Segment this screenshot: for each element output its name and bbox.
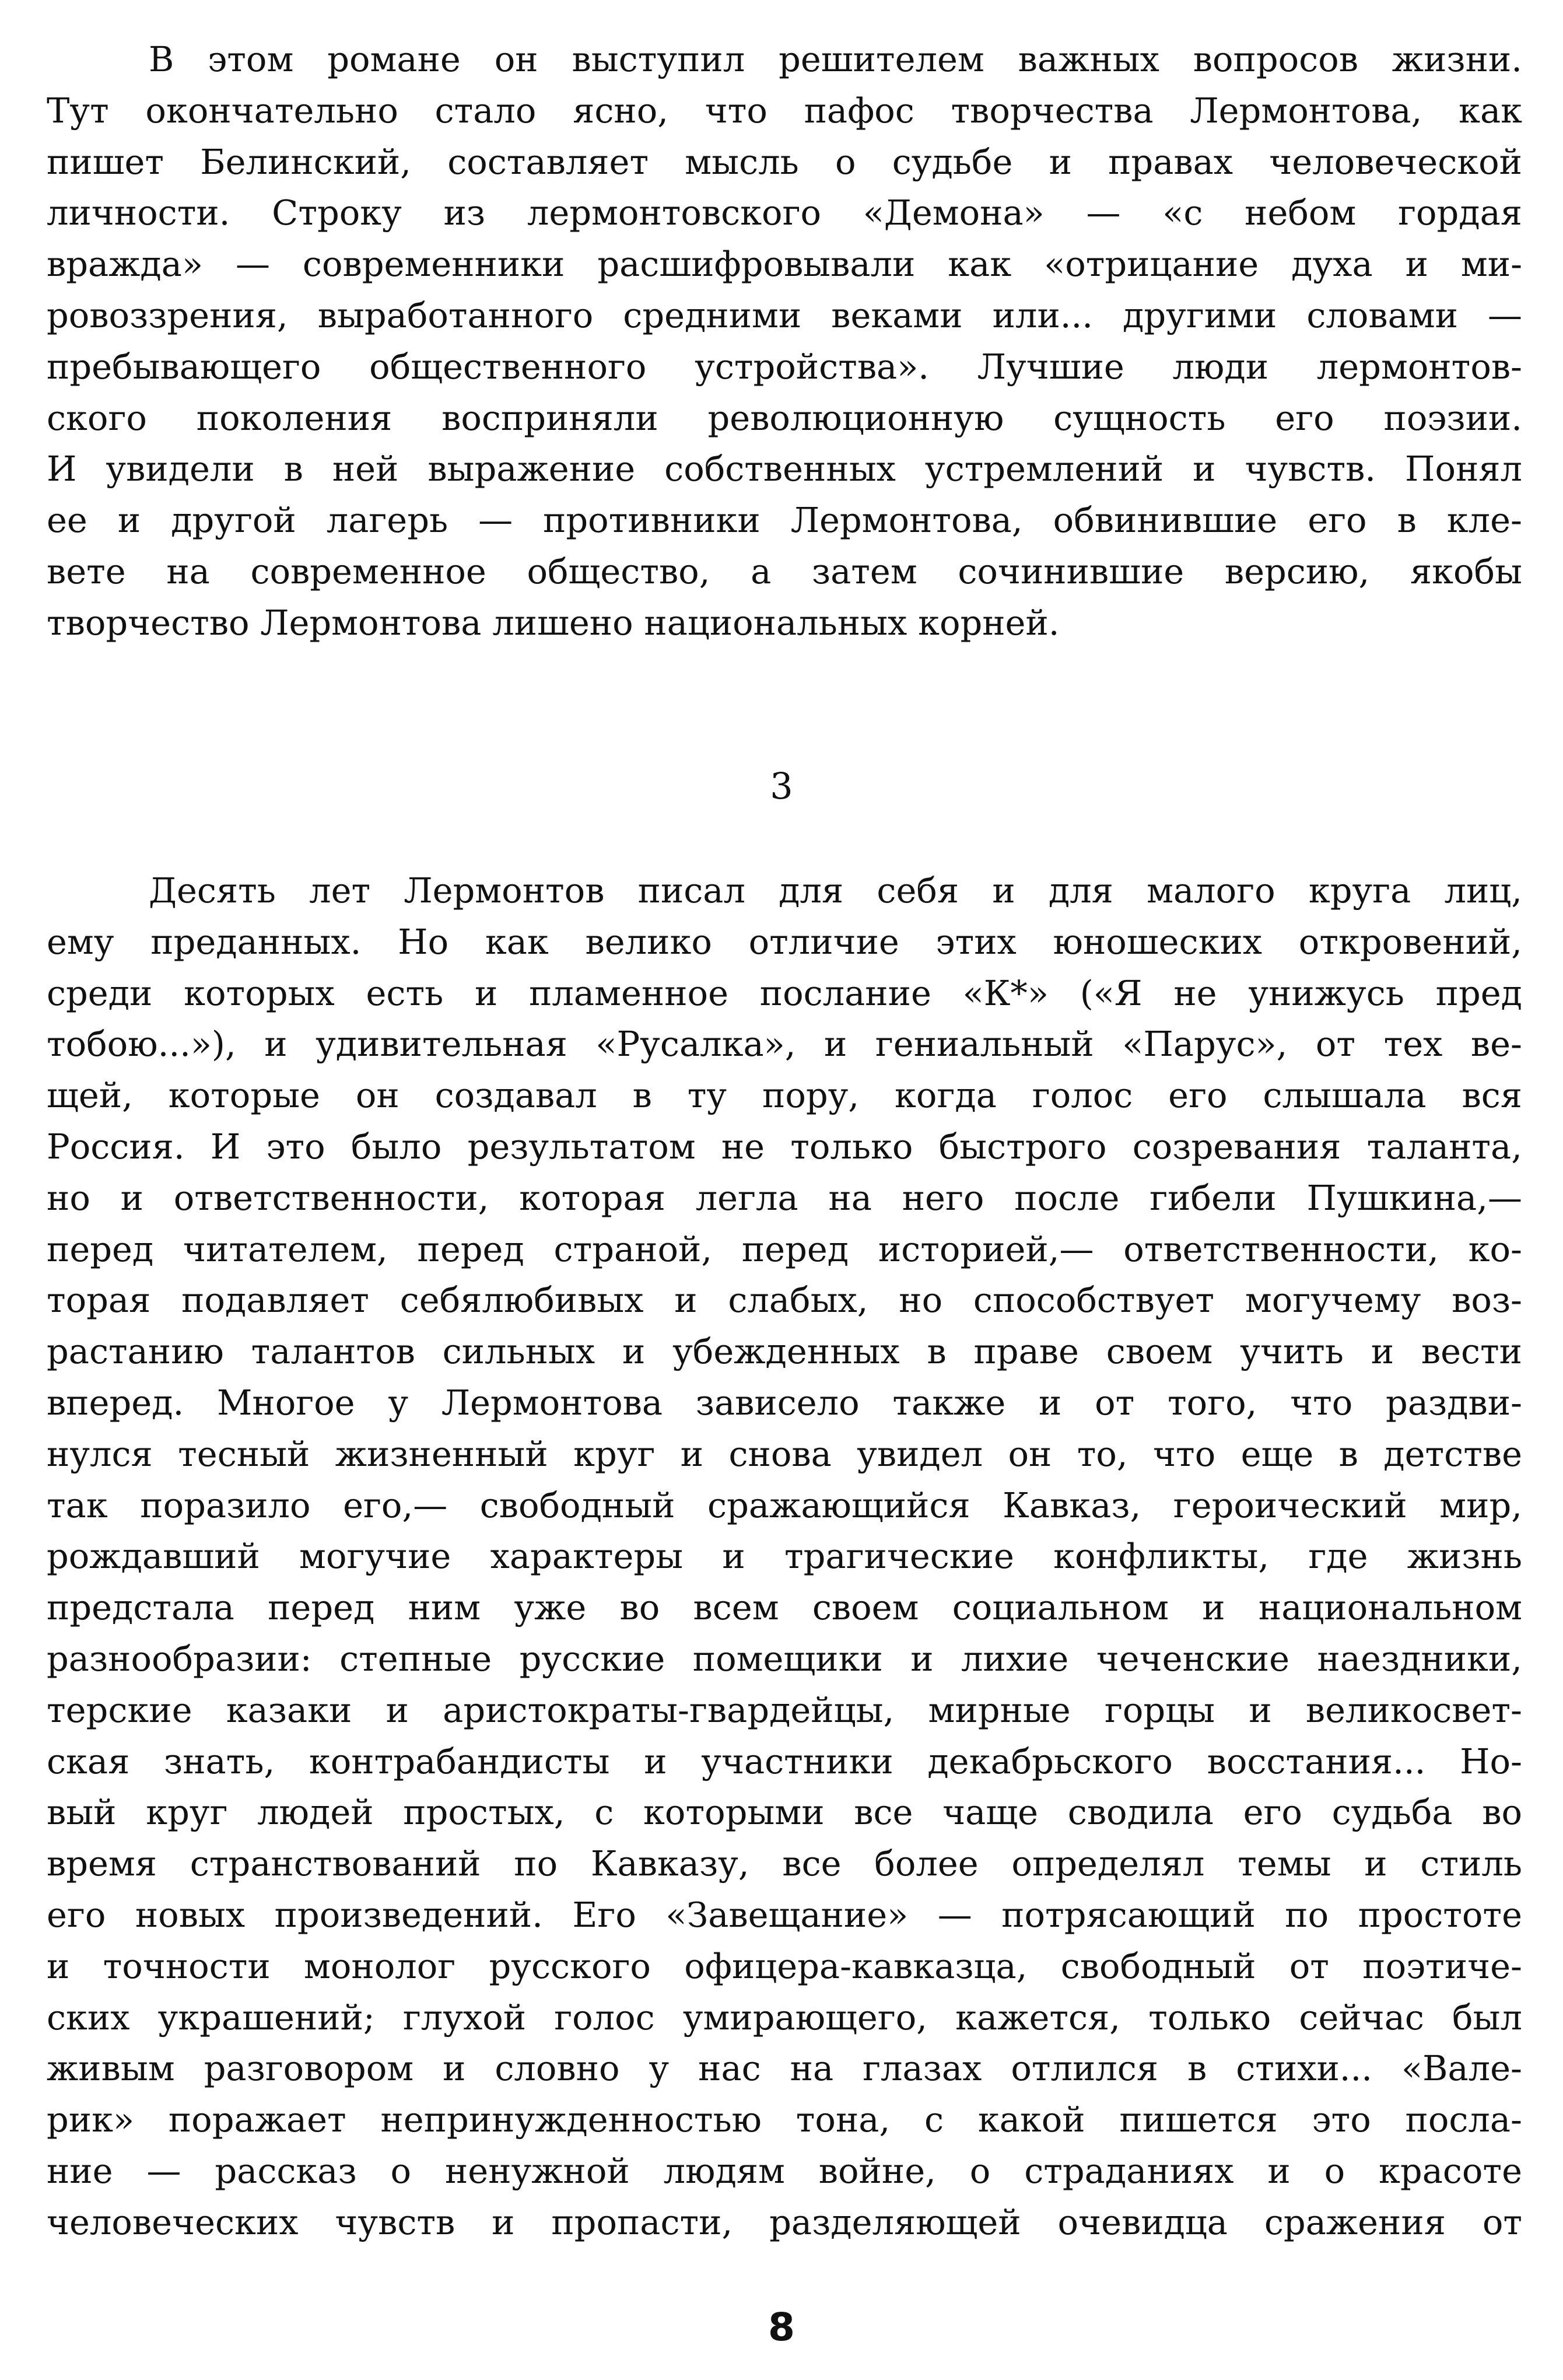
text-line: Десять лет Лермонтов писал для себя и для малого круга лиц, [149,870,1522,911]
text-line: щей, которые он создавал в ту пору, когда голос его слышала вся [47,1075,1522,1116]
text-line: пребывающего общественного устройства». Лучшие люди лермонтов- [47,346,1522,387]
text-line: предстала перед ним уже во всем своем социальном и национальном [47,1587,1522,1628]
section-number: 3 [770,765,793,807]
text-line: рик» поражает непринужденностью тона, с какой пишется это посла- [47,2099,1522,2140]
text-line: В этом романе он выступил решителем важных вопросов жизни. [149,39,1522,79]
text-line: терские казаки и аристократы-гвардейцы, мирные горцы и великосвет- [47,1689,1522,1730]
text-line: его новых произведений. Его «Завещание» — потрясающий по простоте [47,1894,1522,1935]
text-line: так поразило его,— свободный сражающийся Кавказ, героический мир, [47,1485,1522,1525]
text-line: вый круг людей простых, с которыми все чаще сводила его судьба во [47,1792,1522,1833]
page-number: 8 [768,2305,795,2350]
text-line: время странствований по Кавказу, все более определял темы и стиль [47,1843,1522,1884]
text-line: тобою...»), и удивительная «Русалка», и гениальный «Парус», от тех ве- [47,1024,1522,1065]
text-line: и точности монолог русского офицера-кавказца, свободный от поэтиче- [47,1945,1522,1986]
text-line: ская знать, контрабандисты и участники декабрьского восстания... Но- [47,1741,1522,1782]
text-line: ских украшений; глухой голос умирающего, кажется, только сейчас был [47,1997,1522,2038]
text-line: перед читателем, перед страной, перед историей,— ответственности, ко- [47,1228,1522,1269]
text-line: личности. Строку из лермонтовского «Демона» — «с небом гордая [47,192,1522,233]
text-line: творчество Лермонтова лишено национальных корней. [47,602,1060,643]
text-line: вете на современное общество, а затем сочинившие версию, якобы [47,551,1522,592]
text-line: растанию талантов сильных и убежденных в праве своем учить и вести [47,1331,1522,1372]
text-line: ровоззрения, выработанного средними веками или... другими словами — [47,295,1522,335]
text-line: нулся тесный жизненный круг и снова увидел он то, что еще в детстве [47,1433,1522,1474]
paragraph-2 [47,865,1522,2248]
text-line: человеческих чувств и пропасти, разделяющей очевидца сражения от [47,2202,1522,2242]
text-line: торая подавляет себялюбивых и слабых, но способствует могучему воз- [47,1280,1522,1321]
text-line: Россия. И это было результатом не только быстрого созревания таланта, [47,1126,1522,1167]
text-line: среди которых есть и пламенное послание «К*» («Я не унижусь пред [47,972,1522,1013]
text-line: И увидели в ней выражение собственных устремлений и чувств. Понял [47,449,1522,489]
text-line: вперед. Многое у Лермонтова зависело также и от того, что раздви- [47,1382,1522,1423]
text-line: ского поколения восприняли революционную сущность его поэзии. [47,397,1522,438]
text-line: пишет Белинский, составляет мысль о судьбе и правах человеческой [47,141,1522,182]
text-line: ние — рассказ о ненужной людям войне, о страданиях и о красоте [47,2150,1522,2191]
text-line: разнообразии: степные русские помещики и лихие чеченские наездники, [47,1638,1522,1679]
text-line: живым разговором и словно у нас на глазах отлился в стихи... «Вале- [47,2048,1522,2089]
text-line: вражда» — современники расшифровывали как «отрицание духа и ми- [47,244,1522,285]
text-line: Тут окончательно стало ясно, что пафос творчества Лермонтова, как [47,90,1522,131]
text-line: ему преданных. Но как велико отличие этих юношеских откровений, [47,921,1522,962]
text-line: рождавший могучие характеры и трагические конфликты, где жизнь [47,1536,1522,1577]
text-line: но и ответственности, которая легла на него после гибели Пушкина,— [47,1177,1522,1218]
paragraph-1 [47,34,1522,649]
text-line: ее и другой лагерь — противники Лермонтова, обвинившие его в кле- [47,500,1522,541]
